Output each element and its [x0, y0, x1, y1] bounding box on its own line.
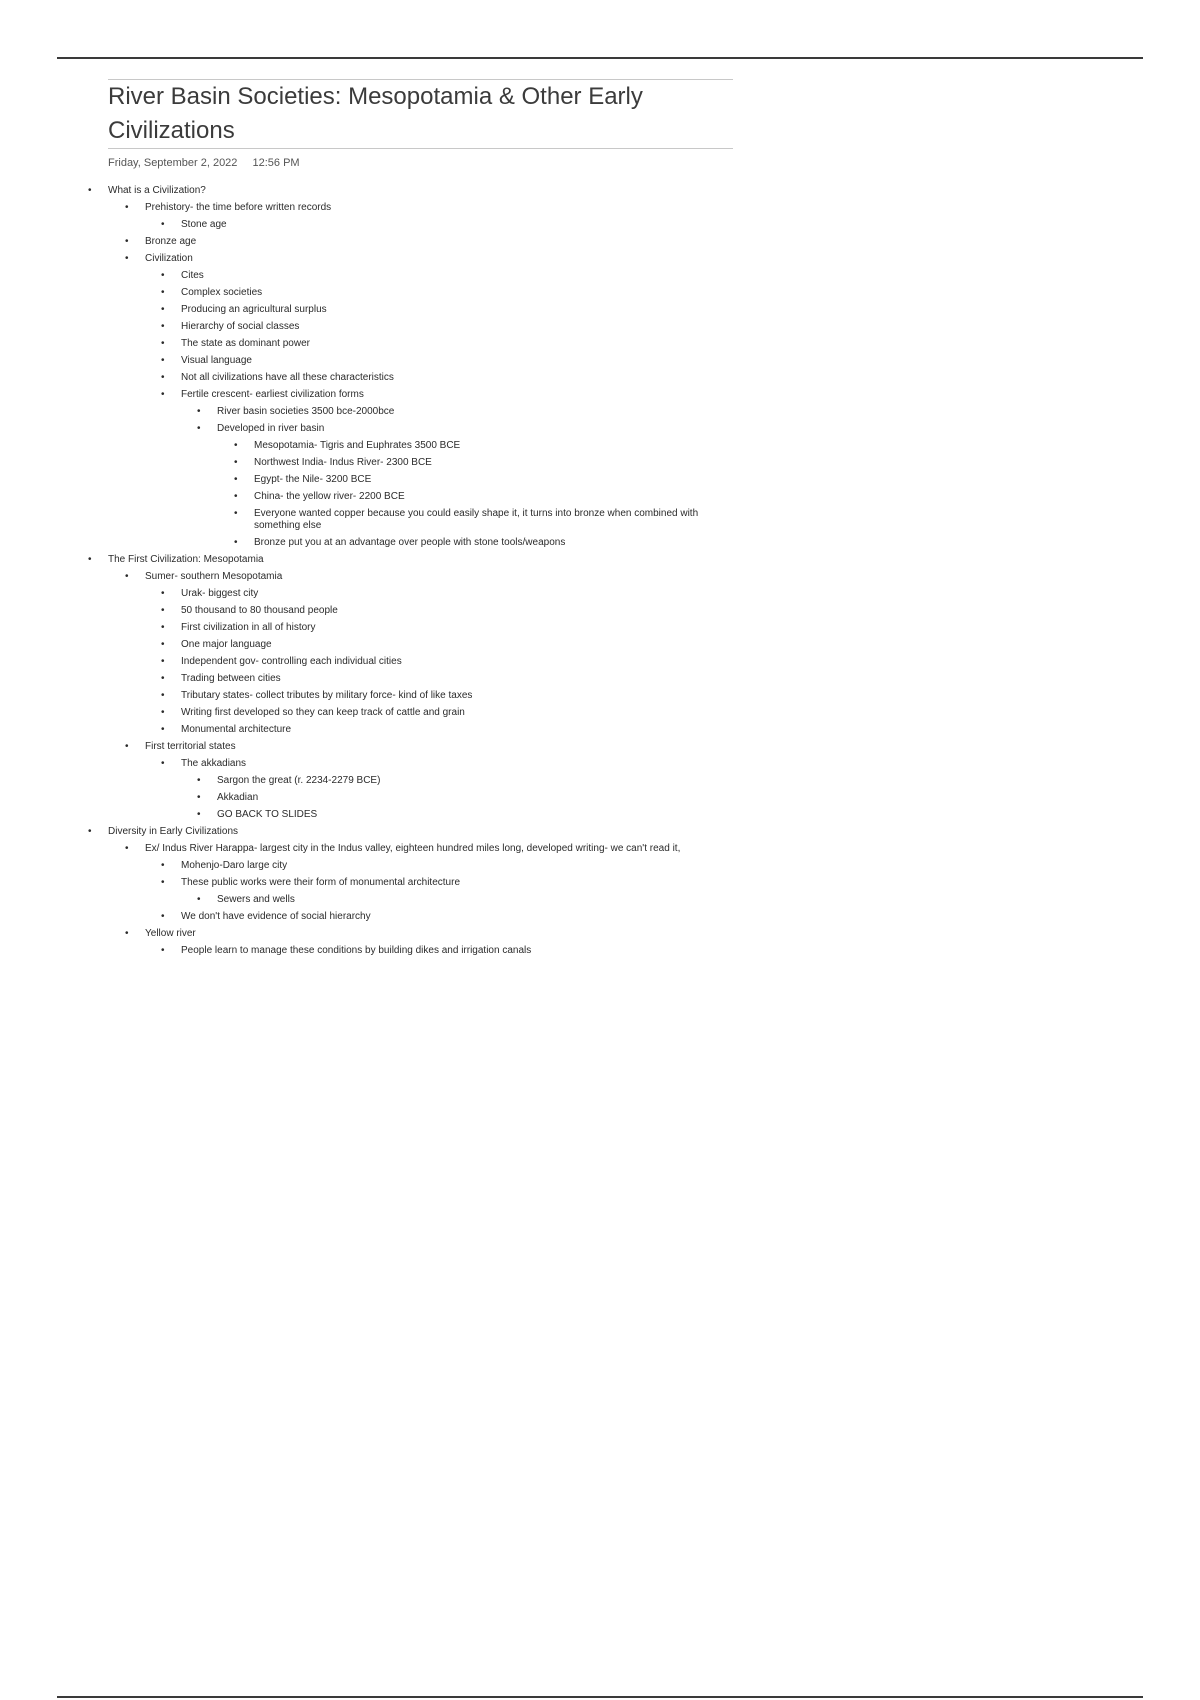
outline-item: • One major language — [88, 636, 728, 653]
outline-item: • Complex societies — [88, 284, 728, 301]
outline-item: • China- the yellow river- 2200 BCE — [88, 488, 728, 505]
outline-item: • Egypt- the Nile- 3200 BCE — [88, 471, 728, 488]
outline-item: • Urak- biggest city — [88, 585, 728, 602]
outline-list — [88, 182, 728, 959]
outline-item: • Prehistory- the time before written records — [88, 199, 728, 216]
note-header — [108, 79, 733, 169]
note-date: Friday, September 2, 2022 — [108, 157, 238, 169]
outline-item: • Mesopotamia- Tigris and Euphrates 3500 BCE — [88, 437, 728, 454]
note-metadata — [108, 157, 733, 169]
outline-item: • Sumer- southern Mesopotamia — [88, 568, 728, 585]
outline-item: • Tributary states- collect tributes by military force- kind of like taxes — [88, 687, 728, 704]
page-bottom-rule — [57, 1696, 1143, 1698]
outline-item: • Bronze age — [88, 233, 728, 250]
outline-item: • Visual language — [88, 352, 728, 369]
outline-item: • Producing an agricultural surplus — [88, 301, 728, 318]
outline-item: • Diversity in Early Civilizations — [88, 823, 728, 840]
outline-item: • River basin societies 3500 bce-2000bce — [88, 403, 728, 420]
outline-item: • Cites — [88, 267, 728, 284]
outline-item: • The First Civilization: Mesopotamia — [88, 551, 728, 568]
outline-item: • Not all civilizations have all these characteristics — [88, 369, 728, 386]
outline-item: • People learn to manage these conditions by building dikes and irrigation canals — [88, 942, 728, 959]
outline-item: • Writing first developed so they can keep track of cattle and grain — [88, 704, 728, 721]
outline-item: • GO BACK TO SLIDES — [88, 806, 728, 823]
outline-item: • Mohenjo-Daro large city — [88, 857, 728, 874]
title-block — [108, 79, 733, 149]
outline-item: • The akkadians — [88, 755, 728, 772]
outline-item: • Yellow river — [88, 925, 728, 942]
outline-item: • Bronze put you at an advantage over people with stone tools/weapons — [88, 534, 728, 551]
outline-item: • Monumental architecture — [88, 721, 728, 738]
outline-item: • Civilization — [88, 250, 728, 267]
outline-item: • What is a Civilization? — [88, 182, 728, 199]
note-time: 12:56 PM — [252, 157, 300, 169]
outline-item: • Developed in river basin — [88, 420, 728, 437]
outline-item: • Independent gov- controlling each individual cities — [88, 653, 728, 670]
outline-item: • Stone age — [88, 216, 728, 233]
outline-item: • First territorial states — [88, 738, 728, 755]
outline-item: • First civilization in all of history — [88, 619, 728, 636]
outline-item: • 50 thousand to 80 thousand people — [88, 602, 728, 619]
page-top-rule — [57, 57, 1143, 59]
outline-item: • We don't have evidence of social hierarchy — [88, 908, 728, 925]
outline-item: • Trading between cities — [88, 670, 728, 687]
page-title: River Basin Societies: Mesopotamia & Other Early Civilizations — [108, 83, 643, 144]
outline-item: • Sewers and wells — [88, 891, 728, 908]
outline-item: • Hierarchy of social classes — [88, 318, 728, 335]
outline-item: • Akkadian — [88, 789, 728, 806]
outline-item: • Ex/ Indus River Harappa- largest city in the Indus valley, eighteen hundred miles long, developed writing- we can't read it, — [88, 840, 728, 857]
outline-item: • The state as dominant power — [88, 335, 728, 352]
outline-item: • Northwest India- Indus River- 2300 BCE — [88, 454, 728, 471]
outline-item: • These public works were their form of monumental architecture — [88, 874, 728, 891]
outline-item: • Sargon the great (r. 2234-2279 BCE) — [88, 772, 728, 789]
outline-item: • Fertile crescent- earliest civilization forms — [88, 386, 728, 403]
outline-item: • Everyone wanted copper because you could easily shape it, it turns into bronze when combined with something else — [88, 505, 728, 534]
